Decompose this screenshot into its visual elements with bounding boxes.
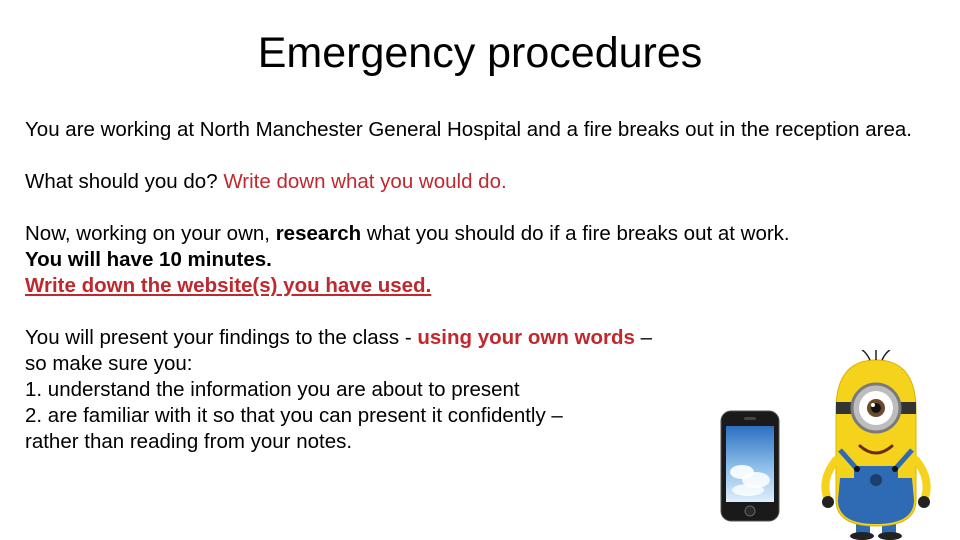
present-line2: so make sure you: bbox=[25, 352, 193, 375]
research-after: what you should do if a fire breaks out at work. bbox=[366, 222, 790, 245]
slide-title: Emergency procedures bbox=[257, 29, 703, 77]
research-before: Now, working on your own, bbox=[25, 222, 270, 245]
time-limit: You will have 10 minutes. bbox=[25, 248, 272, 271]
present-emphasis: using your own words bbox=[417, 326, 635, 349]
research-keyword: research bbox=[275, 222, 362, 245]
research-line bbox=[25, 221, 945, 247]
present-item-2: 2. are familiar with it so that you can present it confidently – bbox=[25, 404, 563, 427]
scenario-text: You are working at North Manchester General Hospital and a fire breaks out in the reception area. bbox=[25, 118, 912, 141]
website-line bbox=[25, 273, 945, 299]
question-prompt: What should you do? bbox=[25, 170, 218, 193]
present-intro: You will present your findings to the class - bbox=[25, 326, 412, 349]
question-line bbox=[25, 169, 945, 195]
website-note: Write down the website(s) you have used. bbox=[25, 274, 432, 297]
minion-character-icon bbox=[810, 350, 942, 540]
present-item-1: 1. understand the information you are about to present bbox=[25, 378, 520, 401]
smartphone-icon bbox=[720, 410, 780, 522]
question-instruction: Write down what you would do. bbox=[223, 170, 507, 193]
slide-body bbox=[25, 117, 945, 455]
present-line bbox=[25, 325, 945, 351]
present-dash: – bbox=[640, 326, 653, 349]
present-line5: rather than reading from your notes. bbox=[25, 430, 353, 453]
